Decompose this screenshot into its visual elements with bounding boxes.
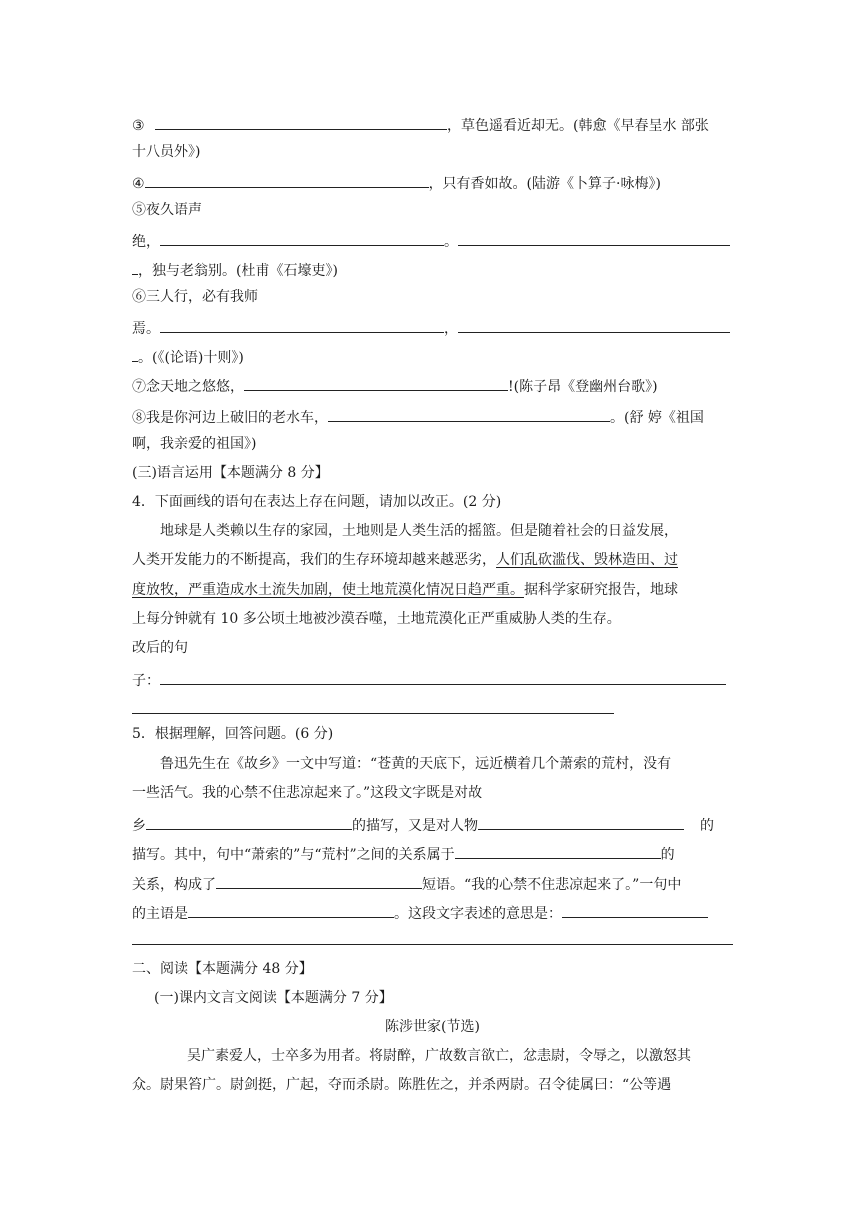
q5-text: 关系，构成了 <box>132 877 216 893</box>
poem-text: !(陈子昂《登幽州台歌》) <box>508 379 658 395</box>
poem-text: 。(《(论语)十则》) <box>138 350 244 366</box>
answer-blank[interactable] <box>455 842 661 859</box>
q5-text: 描写。其中，句中“萧索的”与“荒村”之间的关系属于 <box>132 847 455 863</box>
passage-text: 据科学家研究报告，地球 <box>524 582 678 598</box>
poem-text: ， <box>444 321 458 337</box>
revision-label-b: 子： <box>132 673 160 689</box>
underlined-sentence: 人们乱砍滥伐、毁林造田、过 <box>496 552 678 568</box>
revision-label-a: 改后的句 <box>132 640 188 656</box>
answer-blank[interactable] <box>160 316 444 333</box>
underlined-sentence: 度放牧，严重造成水土流失加剧，使土地荒漠化情况日趋严重。 <box>132 582 524 598</box>
passage-text: 人类开发能力的不断提高，我们的生存环境却越来越恶劣， <box>132 552 496 568</box>
q5-line-3 <box>132 813 714 833</box>
poem-line-3-cont: 十八员外》) <box>132 144 201 160</box>
answer-blank[interactable] <box>188 901 394 918</box>
poem-text: 绝， <box>132 234 160 250</box>
poem-line-6c <box>132 345 244 365</box>
revision-line <box>132 668 726 688</box>
poem-number: ④ <box>132 176 145 192</box>
poem-line-3 <box>132 113 709 133</box>
question-5: 5．根据理解，回答问题。(6 分) <box>132 726 334 742</box>
q5-text: 短语。“我的心禁不住悲凉起来了。”一句中 <box>422 877 682 893</box>
poem-line-6b <box>132 316 730 336</box>
poem-line-4 <box>132 171 661 191</box>
passage-line-1: 地球是人类赖以生存的家园，土地则是人类生活的摇篮。但是随着社会的日益发展， <box>160 523 678 539</box>
passage-line-4: 上每分钟就有 10 多公顷土地被沙漠吞噬，土地荒漠化正严重威胁人类的生存。 <box>132 611 621 627</box>
passage-title: 陈涉世家(节选) <box>385 1019 480 1035</box>
q5-text: 的 <box>700 818 714 834</box>
answer-blank[interactable] <box>216 872 422 889</box>
poem-line-5b <box>132 229 730 249</box>
q5-line-2: 一些活气。我的心禁不住悲凉起来了。”这段文字既是对故 <box>132 785 483 801</box>
passage-line-2 <box>132 550 678 570</box>
question-4: 4．下面画线的语句在表达上存在问题，请加以改正。(2 分) <box>132 494 502 510</box>
q5-text: 。这段文字表述的意思是： <box>394 906 562 922</box>
answer-blank-full[interactable] <box>132 713 614 714</box>
q5-line-4 <box>132 842 675 862</box>
q5-text: 的 <box>660 847 675 863</box>
answer-blank[interactable] <box>160 668 726 685</box>
answer-blank[interactable] <box>458 229 730 246</box>
answer-blank[interactable] <box>458 316 730 333</box>
section-heading-reading: 二、阅读【本题满分 48 分】 <box>132 961 313 977</box>
poem-line-8-cont: 啊，我亲爱的祖国》) <box>132 436 257 452</box>
answer-blank[interactable] <box>478 813 684 830</box>
q5-line-6 <box>132 901 708 921</box>
poem-line-5c <box>132 258 338 278</box>
poem-text: ⑦念天地之悠悠， <box>132 379 244 395</box>
answer-blank[interactable] <box>145 171 429 188</box>
poem-line-7 <box>132 374 658 394</box>
classical-line-1: 吴广素爱人，士卒多为用者。将尉醉，广故数言欲亡，忿恚尉，令辱之，以激怒其 <box>187 1048 691 1064</box>
poem-line-8 <box>132 405 704 425</box>
q5-line-1: 鲁迅先生在《故乡》一文中写道：“苍黄的天底下，远近横着几个萧索的荒村，没有 <box>160 756 672 772</box>
q5-text: 的主语是 <box>132 906 188 922</box>
q5-text: 乡 <box>132 818 146 834</box>
passage-line-3 <box>132 580 678 600</box>
poem-text: ，草色遥看近却无。(韩愈《早春呈水 部张 <box>447 118 709 134</box>
poem-text: ，只有香如故。(陆游《卜算子·咏梅》) <box>428 176 661 192</box>
poem-text: 焉。 <box>132 321 160 337</box>
section-heading-language: (三)语言运用【本题满分 8 分】 <box>132 465 329 481</box>
answer-blank[interactable] <box>244 374 508 391</box>
poem-line-6a: ⑥三人行，必有我师 <box>132 289 258 305</box>
subsection-heading: (一)课内文言文阅读【本题满分 7 分】 <box>154 990 393 1006</box>
poem-text: 。(舒 婷《祖国 <box>610 410 704 426</box>
answer-blank[interactable] <box>562 901 708 918</box>
answer-blank[interactable] <box>155 113 447 130</box>
poem-text: 。 <box>444 234 458 250</box>
poem-text: ，独与老翁别。(杜甫《石壕吏》) <box>138 263 338 279</box>
poem-text: ⑧我是你河边上破旧的老水车， <box>132 410 328 426</box>
classical-line-2: 众。尉果笞广。尉剑挺，广起，夺而杀尉。陈胜佐之，并杀两尉。召令徒属曰：“公等遇 <box>132 1077 672 1093</box>
answer-blank[interactable] <box>160 229 444 246</box>
poem-line-5a: ⑤夜久语声 <box>132 202 202 218</box>
answer-blank-full[interactable] <box>132 944 733 945</box>
q5-line-5 <box>132 872 681 892</box>
poem-number: ③ <box>132 118 145 134</box>
answer-blank[interactable] <box>328 405 610 422</box>
q5-text: 的描写，又是对人物 <box>352 818 478 834</box>
answer-blank[interactable] <box>146 813 352 830</box>
